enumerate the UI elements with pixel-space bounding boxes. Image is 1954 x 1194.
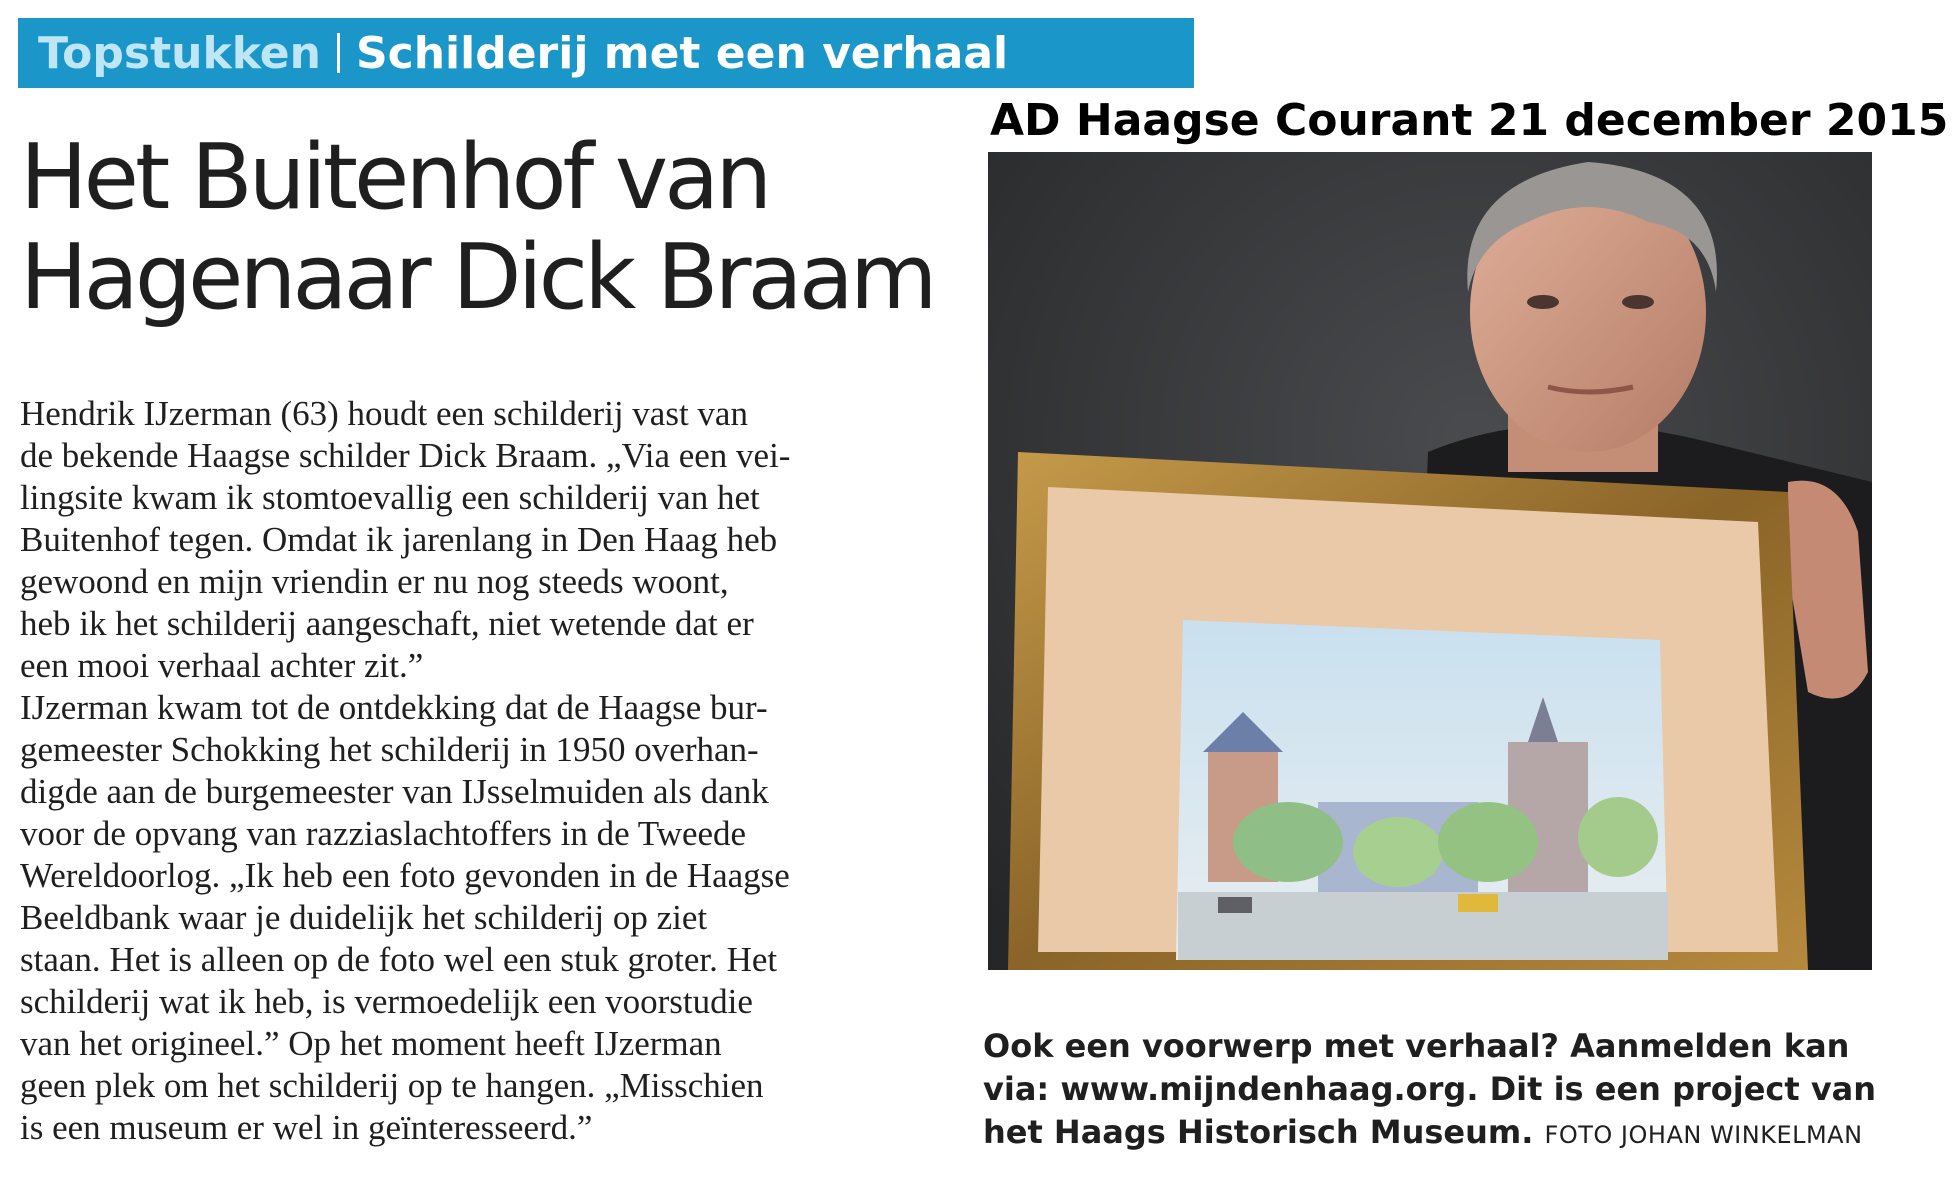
headline-line-1: Het Buitenhof van — [20, 125, 769, 230]
body-line: staan. Het is alleen op de foto wel een stuk groter. Het — [20, 940, 778, 979]
body-line: lingsite kwam ik stomtoevallig een schilderij van het — [20, 478, 760, 517]
caption-text: het Haags Historisch Museum. — [983, 1113, 1534, 1151]
painting-tree — [1438, 802, 1538, 882]
body-line: IJzerman kwam tot de ontdekking dat de Haagse bur- — [20, 688, 768, 727]
caption-line: via: www.mijndenhaag.org. Dit is een project van — [983, 1070, 1877, 1108]
painting-tree — [1233, 802, 1343, 882]
painting-tree — [1578, 797, 1658, 877]
article-headline — [20, 125, 960, 330]
body-line: digde aan de burgemeester van IJsselmuiden als dank — [20, 772, 769, 811]
article-body — [20, 393, 940, 1149]
headline-line-2: Hagenaar Dick Braam — [20, 225, 934, 330]
body-line: schilderij wat ik heb, is vermoedelijk een voorstudie — [20, 982, 753, 1021]
body-line: Buitenhof tegen. Omdat ik jarenlang in Den Haag heb — [20, 520, 778, 559]
body-line: gemeester Schokking het schilderij in 1950 overhan- — [20, 730, 759, 769]
painting-tree — [1353, 817, 1443, 887]
photo-caption — [983, 1025, 1913, 1157]
body-line: voor de opvang van razziaslachtoffers in de Tweede — [20, 814, 747, 853]
man-eye-left — [1527, 295, 1559, 309]
painting-car — [1218, 897, 1252, 913]
section-banner — [18, 18, 1194, 88]
man-eye-right — [1622, 295, 1654, 309]
body-line: Wereldoorlog. „Ik heb een foto gevonden in de Haagse — [20, 856, 790, 895]
body-line: geen plek om het schilderij op te hangen. „Misschien — [20, 1066, 764, 1105]
section-label: Topstukken — [38, 27, 321, 79]
painting-car — [1458, 894, 1498, 912]
source-label: AD Haagse Courant 21 december 2015 — [990, 95, 1949, 146]
body-line: van het origineel.” Op het moment heeft IJzerman — [20, 1024, 722, 1063]
caption-line-last — [983, 1111, 1913, 1157]
article-photo — [988, 152, 1872, 970]
body-line: gewoond en mijn vriendin er nu nog steeds woont, — [20, 562, 729, 601]
banner-divider — [337, 33, 340, 73]
caption-line: Ook een voorwerp met verhaal? Aanmelden kan — [983, 1027, 1850, 1065]
body-line: heb ik het schilderij aangeschaft, niet wetende dat er — [20, 604, 754, 643]
body-line: een mooi verhaal achter zit.” — [20, 646, 424, 685]
body-line: de bekende Haagse schilder Dick Braam. „Via een vei- — [20, 436, 791, 475]
body-line: is een museum er wel in geïnteresseerd.” — [20, 1108, 593, 1147]
body-line: Hendrik IJzerman (63) houdt een schilderij vast van — [20, 394, 748, 433]
body-line: Beeldbank waar je duidelijk het schilderij op ziet — [20, 898, 708, 937]
photo-credit: FOTO JOHAN WINKELMAN — [1544, 1121, 1863, 1149]
section-subtitle: Schilderij met een verhaal — [355, 27, 1009, 79]
